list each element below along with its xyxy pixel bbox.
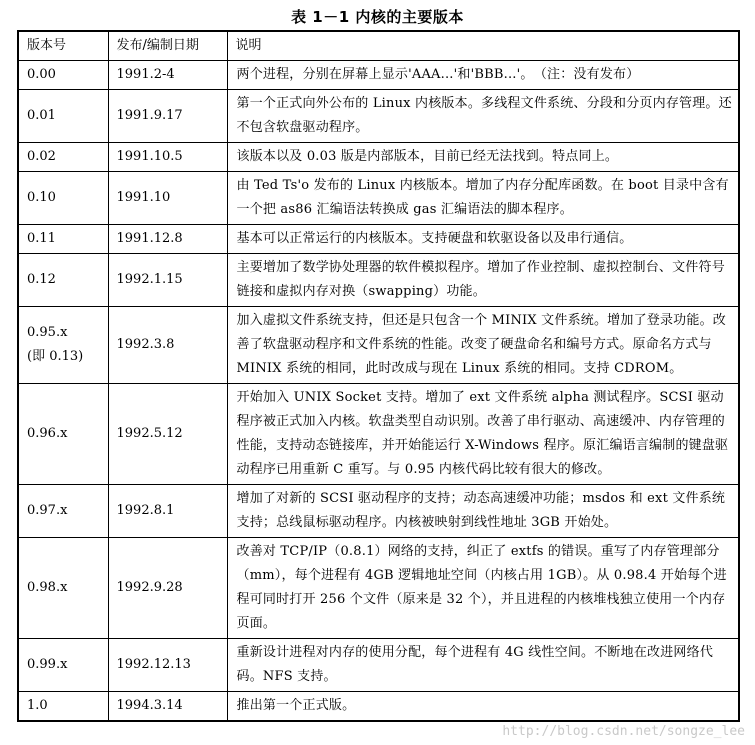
table-row [18,538,739,639]
table-row [18,307,739,384]
description-cell: 改善对 TCP/IP（0.8.1）网络的支持，纠正了 extfs 的错误。重写了内存管理部分（mm），每个进程有 4GB 逻辑地址空间（内核占用 1GB）。从 0.98.4 开始每个进程可同时打开 256 个文件（原来是 32 个），并且进程的内核堆栈独立使用一个内存页面。 [227,538,739,639]
table-row [18,90,739,143]
table-row [18,639,739,692]
date-cell: 1991.10 [108,172,227,225]
version-cell: 0.96.x [18,384,108,485]
table-row [18,225,739,254]
date-cell: 1992.5.12 [108,384,227,485]
description-cell: 增加了对新的 SCSI 驱动程序的支持；动态高速缓冲功能；msdos 和 ext 文件系统支持；总线鼠标驱动程序。内核被映射到线性地址 3GB 开始处。 [227,485,739,538]
watermark: http://blog.csdn.net/songze_lee [502,724,745,739]
description-cell: 重新设计进程对内存的使用分配，每个进程有 4G 线性空间。不断地在改进网络代码。NFS 支持。 [227,639,739,692]
description-cell: 推出第一个正式版。 [227,692,739,722]
description-cell: 主要增加了数学协处理器的软件模拟程序。增加了作业控制、虚拟控制台、文件符号链接和虚拟内存对换（swapping）功能。 [227,254,739,307]
table-row [18,61,739,90]
date-cell: 1992.1.15 [108,254,227,307]
description-cell: 由 Ted Ts'o 发布的 Linux 内核版本。增加了内存分配库函数。在 boot 目录中含有一个把 as86 汇编语法转换成 gas 汇编语法的脚本程序。 [227,172,739,225]
date-cell: 1991.12.8 [108,225,227,254]
kernel-versions-table [17,30,740,722]
description-cell: 加入虚拟文件系统支持，但还是只包含一个 MINIX 文件系统。增加了登录功能。改善了软盘驱动程序和文件系统的性能。改变了硬盘命名和编号方式。原命名方式与 MINIX 系统的相同，此时改成与现在 Linux 系统的相同。支持 CDROM。 [227,307,739,384]
version-cell: 0.01 [18,90,108,143]
version-cell: 0.00 [18,61,108,90]
table-row [18,384,739,485]
date-cell: 1994.3.14 [108,692,227,722]
table-row [18,692,739,722]
table-row [18,172,739,225]
version-cell: 0.10 [18,172,108,225]
date-cell: 1991.9.17 [108,90,227,143]
version-cell: 0.98.x [18,538,108,639]
version-cell [18,307,108,384]
description-cell: 开始加入 UNIX Socket 支持。增加了 ext 文件系统 alpha 测试程序。SCSI 驱动程序被正式加入内核。软盘类型自动识别。改善了串行驱动、高速缓冲、内存管理的性能，支持动态链接库，并开始能运行 X-Windows 程序。原汇编语言编制的键盘驱动程序已用重新 C 重写。与 0.95 内核代码比较有很大的修改。 [227,384,739,485]
table-row [18,485,739,538]
version-cell: 0.02 [18,143,108,172]
version-cell: 0.99.x [18,639,108,692]
table-row [18,143,739,172]
description-cell: 第一个正式向外公布的 Linux 内核版本。多线程文件系统、分段和分页内存管理。还不包含软盘驱动程序。 [227,90,739,143]
version-cell: 0.11 [18,225,108,254]
description-cell: 两个进程，分别在屏幕上显示'AAA...'和'BBB...'。 （注：没有发布） [227,61,739,90]
date-cell: 1991.10.5 [108,143,227,172]
header-date: 发布/编制日期 [108,31,227,61]
version-alias: (即 0.13) [27,349,84,364]
version-primary: 0.95.x [27,325,68,340]
description-cell: 基本可以正常运行的内核版本。支持硬盘和软驱设备以及串行通信。 [227,225,739,254]
header-version: 版本号 [18,31,108,61]
table-row [18,254,739,307]
table-caption: 表 1－1 内核的主要版本 [291,8,464,26]
table-header-row [18,31,739,61]
version-cell: 1.0 [18,692,108,722]
description-cell: 该版本以及 0.03 版是内部版本，目前已经无法找到。特点同上。 [227,143,739,172]
date-cell: 1992.8.1 [108,485,227,538]
version-cell: 0.12 [18,254,108,307]
date-cell: 1992.3.8 [108,307,227,384]
date-cell: 1991.2-4 [108,61,227,90]
header-description: 说明 [227,31,739,61]
date-cell: 1992.12.13 [108,639,227,692]
version-cell: 0.97.x [18,485,108,538]
date-cell: 1992.9.28 [108,538,227,639]
